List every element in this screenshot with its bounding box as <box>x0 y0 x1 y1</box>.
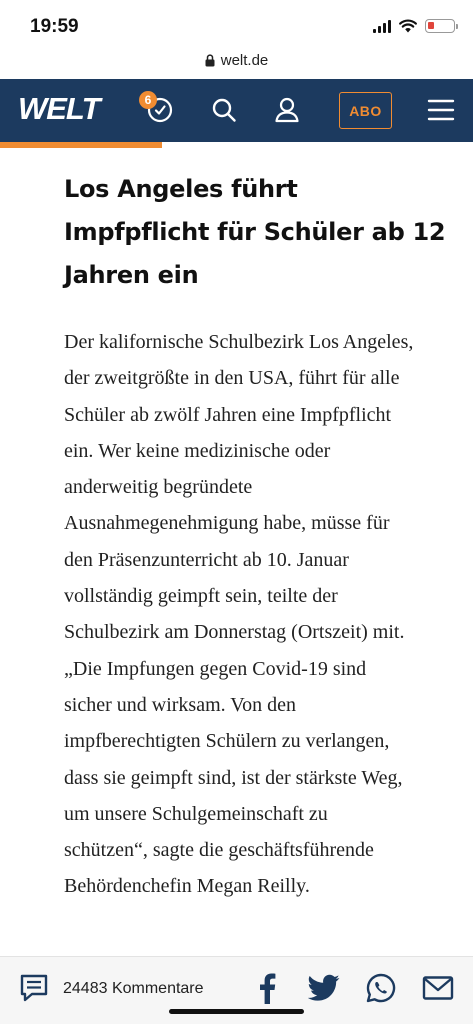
status-time: 19:59 <box>30 16 79 37</box>
user-icon <box>273 96 301 124</box>
wifi-icon <box>399 19 417 33</box>
comment-icon <box>18 972 50 1004</box>
reading-progress-bar <box>0 142 162 148</box>
search-button[interactable] <box>207 93 241 127</box>
share-twitter-button[interactable] <box>307 971 341 1005</box>
menu-button[interactable] <box>424 93 458 127</box>
facebook-icon <box>257 972 277 1004</box>
abo-button[interactable]: ABO <box>339 92 392 129</box>
article-body: Der kalifornische Schulbezirk Los Angeles, der zweitgrößte in den USA, führt für alle Schüler ab zwölf Jahren eine Impfpflicht ein. Wer keine medizinische oder anderweitig begründete Ausnahmegenehmigung habe, müsse für den Präsenzunterricht ab 10. Januar vollständig geimpft sein, teilte der Schulbezirk am Donnerstag (Ortszeit) mit. „Die Impfungen gegen Covid-19 sind sicher und wirksam. Von den impfberechtigten Schülern zu verlangen, dass sie geimpft sind, ist der stärkste Weg, um unsere Schulgemeinschaft zu schützen“, sagte die geschäftsführende Behördenchefin Megan Reilly. <box>64 331 414 898</box>
status-bar <box>0 0 473 44</box>
share-mail-button[interactable] <box>421 971 455 1005</box>
signal-icon <box>373 20 391 33</box>
comments-button[interactable] <box>17 971 51 1005</box>
whatsapp-icon <box>365 972 397 1004</box>
address-bar[interactable] <box>0 46 473 74</box>
share-whatsapp-button[interactable] <box>364 971 398 1005</box>
comments-count[interactable]: 24483 Kommentare <box>63 980 204 997</box>
account-button[interactable] <box>270 93 304 127</box>
battery-icon <box>425 19 455 33</box>
site-header <box>0 79 473 142</box>
search-icon <box>210 96 238 124</box>
lock-icon <box>205 54 215 67</box>
mail-icon <box>422 975 454 1001</box>
status-icons <box>373 19 455 33</box>
notification-badge: 6 <box>139 91 157 109</box>
url-text: welt.de <box>220 51 269 69</box>
hamburger-menu-icon <box>427 98 455 122</box>
welt-logo[interactable]: WELT <box>18 91 100 126</box>
share-facebook-button[interactable] <box>250 971 284 1005</box>
twitter-icon <box>308 974 340 1002</box>
article-headline: Los Angeles führt Impfpflicht für Schüler ab 12 Jahren ein <box>64 175 446 289</box>
home-indicator[interactable] <box>169 1009 304 1014</box>
